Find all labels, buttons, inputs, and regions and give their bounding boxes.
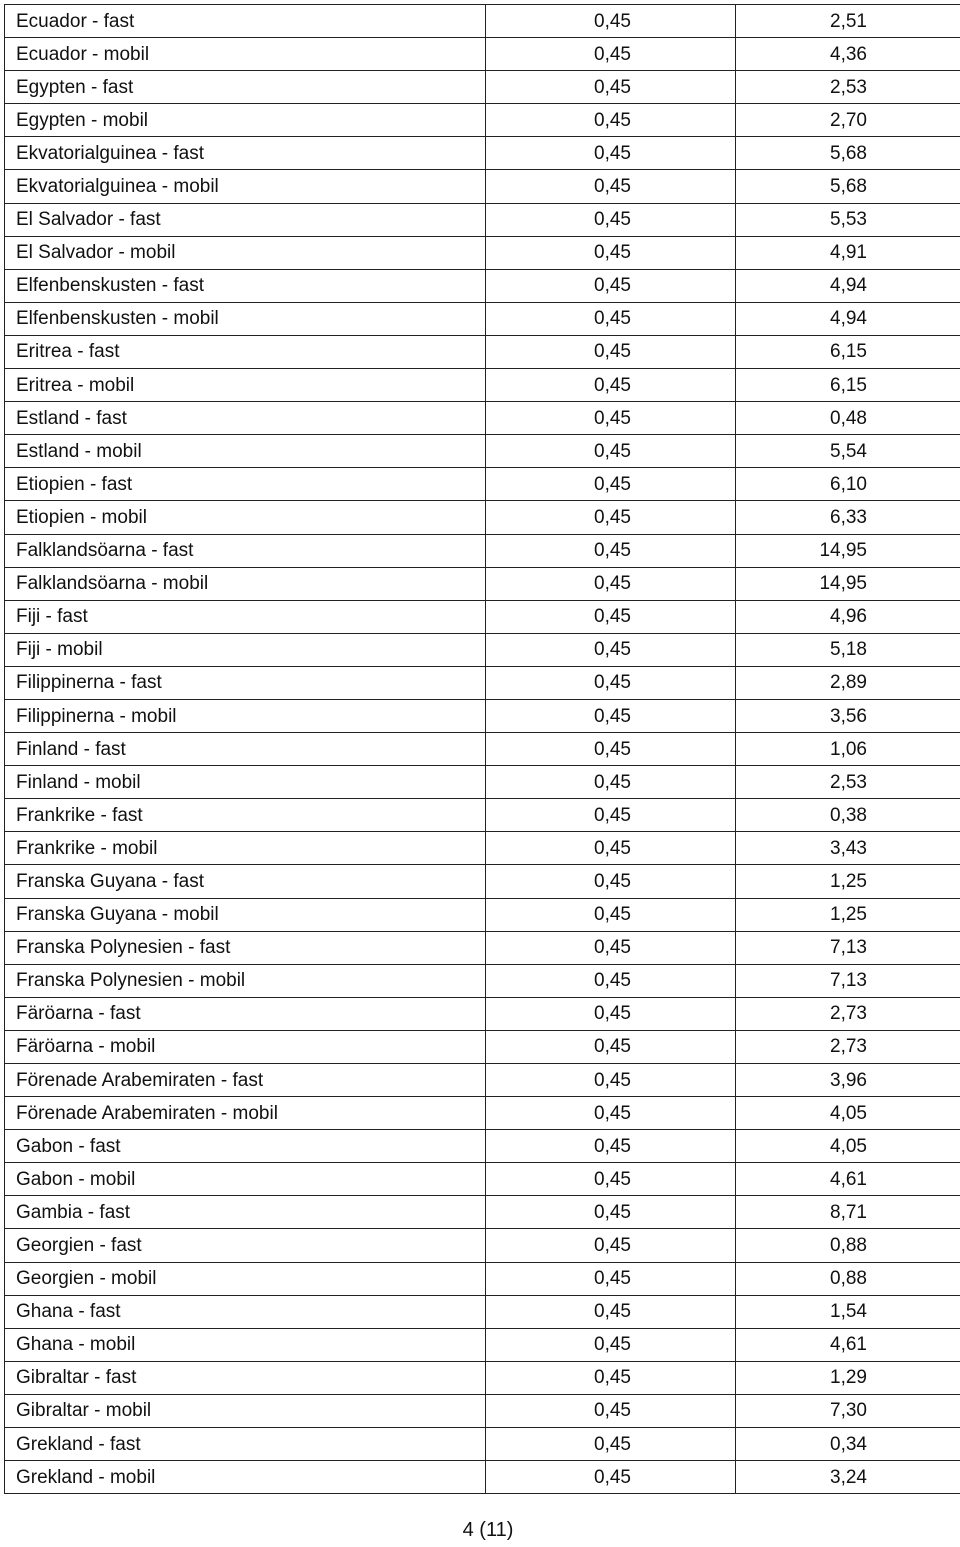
destination-cell: Ecuador - fast bbox=[5, 5, 486, 38]
table-row bbox=[5, 369, 960, 402]
destination-cell: Franska Polynesien - fast bbox=[5, 931, 486, 964]
rate-a-cell: 0,45 bbox=[486, 832, 736, 865]
table-row bbox=[5, 898, 960, 931]
destination-cell: Georgien - mobil bbox=[5, 1262, 486, 1295]
page-number: 4 (11) bbox=[462, 1519, 514, 1541]
table-row bbox=[5, 501, 960, 534]
table-row bbox=[5, 964, 960, 997]
rate-b-cell: 0,88 bbox=[736, 1262, 960, 1295]
destination-cell: Finland - fast bbox=[5, 733, 486, 766]
rate-a-cell: 0,45 bbox=[486, 104, 736, 137]
rate-b-cell: 3,96 bbox=[736, 1064, 960, 1097]
rate-a-cell: 0,45 bbox=[486, 501, 736, 534]
rate-b-cell: 3,43 bbox=[736, 832, 960, 865]
table-row bbox=[5, 203, 960, 236]
rate-a-cell: 0,45 bbox=[486, 1328, 736, 1361]
rate-a-cell: 0,45 bbox=[486, 137, 736, 170]
destination-cell: Estland - fast bbox=[5, 402, 486, 435]
destination-cell: Ghana - fast bbox=[5, 1295, 486, 1328]
table-row bbox=[5, 1229, 960, 1262]
rate-b-cell: 1,06 bbox=[736, 733, 960, 766]
destination-cell: Georgien - fast bbox=[5, 1229, 486, 1262]
rate-b-cell: 4,36 bbox=[736, 38, 960, 71]
table-row bbox=[5, 1130, 960, 1163]
rate-a-cell: 0,45 bbox=[486, 335, 736, 368]
rate-a-cell: 0,45 bbox=[486, 633, 736, 666]
destination-cell: Gabon - mobil bbox=[5, 1163, 486, 1196]
rate-b-cell: 0,38 bbox=[736, 799, 960, 832]
rate-a-cell: 0,45 bbox=[486, 1229, 736, 1262]
table-row bbox=[5, 1328, 960, 1361]
table-row bbox=[5, 1163, 960, 1196]
rate-b-cell: 14,95 bbox=[736, 567, 960, 600]
destination-cell: Gibraltar - mobil bbox=[5, 1394, 486, 1427]
rate-b-cell: 5,68 bbox=[736, 137, 960, 170]
table-row bbox=[5, 1262, 960, 1295]
rate-a-cell: 0,45 bbox=[486, 38, 736, 71]
rate-a-cell: 0,45 bbox=[486, 170, 736, 203]
rate-b-cell: 2,70 bbox=[736, 104, 960, 137]
table-row bbox=[5, 38, 960, 71]
destination-cell: Finland - mobil bbox=[5, 766, 486, 799]
destination-cell: Filippinerna - fast bbox=[5, 666, 486, 699]
destination-cell: Ekvatorialguinea - mobil bbox=[5, 170, 486, 203]
destination-cell: Falklandsöarna - mobil bbox=[5, 567, 486, 600]
rate-b-cell: 5,53 bbox=[736, 203, 960, 236]
destination-cell: Elfenbenskusten - fast bbox=[5, 269, 486, 302]
table-row bbox=[5, 468, 960, 501]
rate-b-cell: 2,51 bbox=[736, 5, 960, 38]
table-row bbox=[5, 567, 960, 600]
rate-a-cell: 0,45 bbox=[486, 1097, 736, 1130]
table-row bbox=[5, 534, 960, 567]
rate-a-cell: 0,45 bbox=[486, 534, 736, 567]
rate-a-cell: 0,45 bbox=[486, 269, 736, 302]
destination-cell: Falklandsöarna - fast bbox=[5, 534, 486, 567]
rate-a-cell: 0,45 bbox=[486, 468, 736, 501]
table-row bbox=[5, 104, 960, 137]
rate-b-cell: 6,33 bbox=[736, 501, 960, 534]
destination-cell: Filippinerna - mobil bbox=[5, 699, 486, 732]
rate-b-cell: 5,54 bbox=[736, 435, 960, 468]
destination-cell: Ekvatorialguinea - fast bbox=[5, 137, 486, 170]
table-row bbox=[5, 799, 960, 832]
rate-a-cell: 0,45 bbox=[486, 71, 736, 104]
rate-b-cell: 1,25 bbox=[736, 865, 960, 898]
destination-cell: Eritrea - fast bbox=[5, 335, 486, 368]
rate-a-cell: 0,45 bbox=[486, 5, 736, 38]
table-row bbox=[5, 137, 960, 170]
rate-a-cell: 0,45 bbox=[486, 1196, 736, 1229]
table-row bbox=[5, 766, 960, 799]
table-row bbox=[5, 1196, 960, 1229]
table-row bbox=[5, 335, 960, 368]
rate-b-cell: 0,48 bbox=[736, 402, 960, 435]
destination-cell: Förenade Arabemiraten - mobil bbox=[5, 1097, 486, 1130]
destination-cell: Ghana - mobil bbox=[5, 1328, 486, 1361]
destination-cell: Frankrike - mobil bbox=[5, 832, 486, 865]
rate-a-cell: 0,45 bbox=[486, 435, 736, 468]
rate-b-cell: 5,68 bbox=[736, 170, 960, 203]
destination-cell: Franska Guyana - mobil bbox=[5, 898, 486, 931]
rate-a-cell: 0,45 bbox=[486, 236, 736, 269]
rate-b-cell: 4,05 bbox=[736, 1097, 960, 1130]
rate-b-cell: 4,05 bbox=[736, 1130, 960, 1163]
rate-a-cell: 0,45 bbox=[486, 1130, 736, 1163]
rate-b-cell: 1,29 bbox=[736, 1361, 960, 1394]
rate-a-cell: 0,45 bbox=[486, 799, 736, 832]
rate-b-cell: 4,96 bbox=[736, 600, 960, 633]
rate-b-cell: 7,13 bbox=[736, 964, 960, 997]
rate-a-cell: 0,45 bbox=[486, 1394, 736, 1427]
rate-b-cell: 2,73 bbox=[736, 1030, 960, 1063]
destination-cell: Färöarna - mobil bbox=[5, 1030, 486, 1063]
rate-a-cell: 0,45 bbox=[486, 898, 736, 931]
destination-cell: Färöarna - fast bbox=[5, 997, 486, 1030]
rate-b-cell: 4,94 bbox=[736, 269, 960, 302]
table-row bbox=[5, 1394, 960, 1427]
destination-cell: El Salvador - fast bbox=[5, 203, 486, 236]
destination-cell: Franska Guyana - fast bbox=[5, 865, 486, 898]
table-row bbox=[5, 666, 960, 699]
rate-a-cell: 0,45 bbox=[486, 600, 736, 633]
destination-cell: Förenade Arabemiraten - fast bbox=[5, 1064, 486, 1097]
rate-b-cell: 2,73 bbox=[736, 997, 960, 1030]
destination-cell: Eritrea - mobil bbox=[5, 369, 486, 402]
rate-b-cell: 0,34 bbox=[736, 1428, 960, 1461]
rate-b-cell: 6,15 bbox=[736, 335, 960, 368]
rate-b-cell: 2,89 bbox=[736, 666, 960, 699]
rate-b-cell: 4,94 bbox=[736, 302, 960, 335]
destination-cell: Franska Polynesien - mobil bbox=[5, 964, 486, 997]
rate-a-cell: 0,45 bbox=[486, 1163, 736, 1196]
destination-cell: Egypten - mobil bbox=[5, 104, 486, 137]
rate-a-cell: 0,45 bbox=[486, 699, 736, 732]
table-row bbox=[5, 1030, 960, 1063]
rate-a-cell: 0,45 bbox=[486, 302, 736, 335]
destination-cell: Egypten - fast bbox=[5, 71, 486, 104]
table-row bbox=[5, 402, 960, 435]
rate-b-cell: 7,30 bbox=[736, 1394, 960, 1427]
destination-cell: Gibraltar - fast bbox=[5, 1361, 486, 1394]
table-row bbox=[5, 733, 960, 766]
rate-a-cell: 0,45 bbox=[486, 1064, 736, 1097]
destination-cell: Grekland - fast bbox=[5, 1428, 486, 1461]
rate-b-cell: 2,53 bbox=[736, 766, 960, 799]
destination-cell: Fiji - fast bbox=[5, 600, 486, 633]
rate-a-cell: 0,45 bbox=[486, 1361, 736, 1394]
rates-table-body bbox=[5, 5, 960, 1494]
table-row bbox=[5, 435, 960, 468]
destination-cell: Frankrike - fast bbox=[5, 799, 486, 832]
destination-cell: Grekland - mobil bbox=[5, 1461, 486, 1494]
table-row bbox=[5, 5, 960, 38]
table-row bbox=[5, 865, 960, 898]
rate-a-cell: 0,45 bbox=[486, 369, 736, 402]
rate-b-cell: 1,54 bbox=[736, 1295, 960, 1328]
table-row bbox=[5, 1064, 960, 1097]
rate-b-cell: 0,88 bbox=[736, 1229, 960, 1262]
table-row bbox=[5, 633, 960, 666]
rate-a-cell: 0,45 bbox=[486, 733, 736, 766]
rate-a-cell: 0,45 bbox=[486, 931, 736, 964]
table-row bbox=[5, 1097, 960, 1130]
rate-b-cell: 7,13 bbox=[736, 931, 960, 964]
rate-a-cell: 0,45 bbox=[486, 964, 736, 997]
destination-cell: Etiopien - fast bbox=[5, 468, 486, 501]
destination-cell: Estland - mobil bbox=[5, 435, 486, 468]
table-row bbox=[5, 71, 960, 104]
rate-a-cell: 0,45 bbox=[486, 1295, 736, 1328]
table-row bbox=[5, 236, 960, 269]
table-row bbox=[5, 1461, 960, 1494]
rate-a-cell: 0,45 bbox=[486, 1461, 736, 1494]
rate-b-cell: 14,95 bbox=[736, 534, 960, 567]
destination-cell: Fiji - mobil bbox=[5, 633, 486, 666]
table-row bbox=[5, 1295, 960, 1328]
rate-a-cell: 0,45 bbox=[486, 1428, 736, 1461]
destination-cell: Ecuador - mobil bbox=[5, 38, 486, 71]
rate-a-cell: 0,45 bbox=[486, 1030, 736, 1063]
destination-cell: Gabon - fast bbox=[5, 1130, 486, 1163]
rate-a-cell: 0,45 bbox=[486, 203, 736, 236]
rate-a-cell: 0,45 bbox=[486, 402, 736, 435]
destination-cell: Etiopien - mobil bbox=[5, 501, 486, 534]
rate-a-cell: 0,45 bbox=[486, 865, 736, 898]
table-row bbox=[5, 600, 960, 633]
rate-a-cell: 0,45 bbox=[486, 666, 736, 699]
table-row bbox=[5, 931, 960, 964]
table-row bbox=[5, 699, 960, 732]
rate-a-cell: 0,45 bbox=[486, 997, 736, 1030]
rate-b-cell: 3,24 bbox=[736, 1461, 960, 1494]
destination-cell: Gambia - fast bbox=[5, 1196, 486, 1229]
rate-b-cell: 3,56 bbox=[736, 699, 960, 732]
table-row bbox=[5, 1428, 960, 1461]
table-row bbox=[5, 302, 960, 335]
table-row bbox=[5, 170, 960, 203]
table-row bbox=[5, 1361, 960, 1394]
rate-b-cell: 4,61 bbox=[736, 1328, 960, 1361]
table-row bbox=[5, 269, 960, 302]
rate-b-cell: 4,91 bbox=[736, 236, 960, 269]
destination-cell: Elfenbenskusten - mobil bbox=[5, 302, 486, 335]
rate-b-cell: 4,61 bbox=[736, 1163, 960, 1196]
rates-table bbox=[4, 4, 960, 1494]
rate-b-cell: 6,10 bbox=[736, 468, 960, 501]
rate-b-cell: 6,15 bbox=[736, 369, 960, 402]
table-row bbox=[5, 832, 960, 865]
rate-b-cell: 1,25 bbox=[736, 898, 960, 931]
rate-a-cell: 0,45 bbox=[486, 567, 736, 600]
rate-b-cell: 2,53 bbox=[736, 71, 960, 104]
rate-a-cell: 0,45 bbox=[486, 766, 736, 799]
rate-b-cell: 8,71 bbox=[736, 1196, 960, 1229]
rate-b-cell: 5,18 bbox=[736, 633, 960, 666]
destination-cell: El Salvador - mobil bbox=[5, 236, 486, 269]
rate-a-cell: 0,45 bbox=[486, 1262, 736, 1295]
table-row bbox=[5, 997, 960, 1030]
